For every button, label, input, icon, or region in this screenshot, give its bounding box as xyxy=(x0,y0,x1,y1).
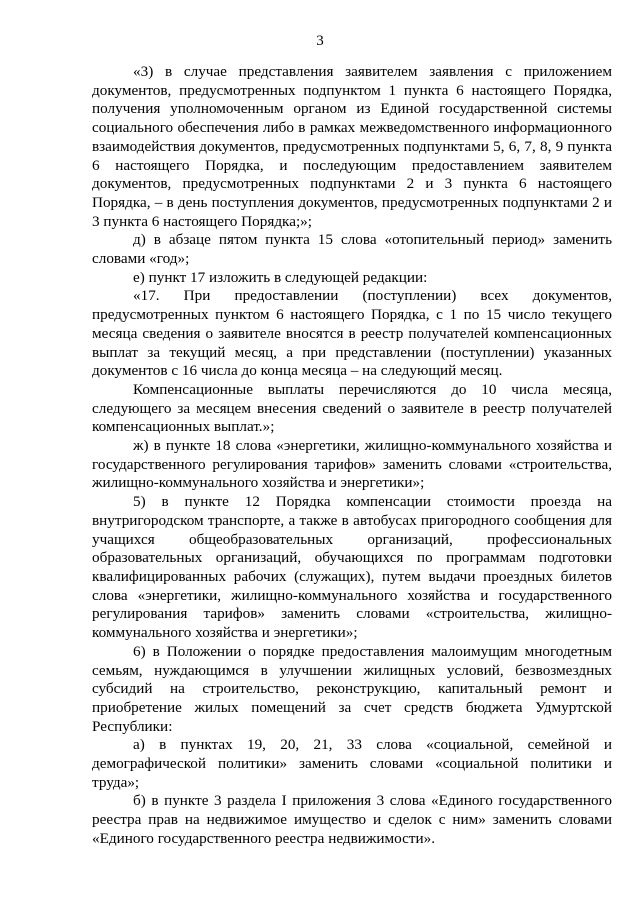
paragraph-clause-17: «17. При предоставлении (поступлении) всех документов, предусмотренных пунктом 6 настоящего Порядка, с 1 по 15 число текущего месяца сведения о заявителе вносятся в реестр получателей компенсационных выплат за текущий месяц, а при представлении (поступлении) указанных документов с 16 числа до конца месяца – на следующий месяц. xyxy=(92,287,612,380)
paragraph-item-zh: ж) в пункте 18 слова «энергетики, жилищно-коммунального хозяйства и государственного регулирования тарифов» заменить словами «строительства, жилищно-коммунального хозяйства и энергетики»; xyxy=(92,437,612,492)
paragraph-item-5: 5) в пункте 12 Порядка компенсации стоимости проезда на внутригородском транспорте, а также в автобусах пригородного сообщения для учащихся общеобразовательных организаций, профессиональных образовательных организаций, обучающихся по программам подготовки квалифицированных рабочих (служащих), путем выдачи проездных билетов слова «энергетики, жилищно-коммунального хозяйства и государственного регулирования тарифов» заменить словами «строительства, жилищно-коммунального хозяйства и энергетики»; xyxy=(92,493,612,642)
paragraph-item-a: а) в пунктах 19, 20, 21, 33 слова «социальной, семейной и демографической политики» заменить словами «социальной политики и труда»; xyxy=(92,736,612,791)
paragraph-item-b: б) в пункте 3 раздела I приложения 3 слова «Единого государственного реестра прав на недвижимое имущество и сделок с ним» заменить словами «Единого государственного реестра недвижимости». xyxy=(92,792,612,847)
paragraph-subitem-3: «3) в случае представления заявителем заявления с приложением документов, предусмотренных подпунктом 1 пункта 6 настоящего Порядка, получения уполномоченным органом из Единой государственной системы социального обеспечения либо в рамках межведомственного информационного взаимодействия документов, предусмотренных подпунктами 5, 6, 7, 8, 9 пункта 6 настоящего Порядка, и последующим предоставлением заявителем документов, предусмотренных подпунктами 2 и 3 пункта 6 настоящего Порядка, – в день поступления документов, предусмотренных подпунктами 2 и 3 пункта 6 настоящего Порядка;»; xyxy=(92,63,612,230)
document-body xyxy=(92,63,612,849)
paragraph-compensation-payments: Компенсационные выплаты перечисляются до 10 числа месяца, следующего за месяцем внесения сведений о заявителе в реестр получателей компенсационных выплат.»; xyxy=(92,380,612,436)
page-number: 3 xyxy=(316,33,324,49)
paragraph-item-6: 6) в Положении о порядке предоставления малоимущим многодетным семьям, нуждающимся в улучшении жилищных условий, безвозмездных субсидий на строительство, реконструкцию, капитальный ремонт и приобретение жилых помещений за счет средств бюджета Удмуртской Республики: xyxy=(92,642,612,735)
paragraph-item-d: д) в абзаце пятом пункта 15 слова «отопительный период» заменить словами «год»; xyxy=(92,231,612,268)
paragraph-item-e: е) пункт 17 изложить в следующей редакции: xyxy=(133,268,428,286)
